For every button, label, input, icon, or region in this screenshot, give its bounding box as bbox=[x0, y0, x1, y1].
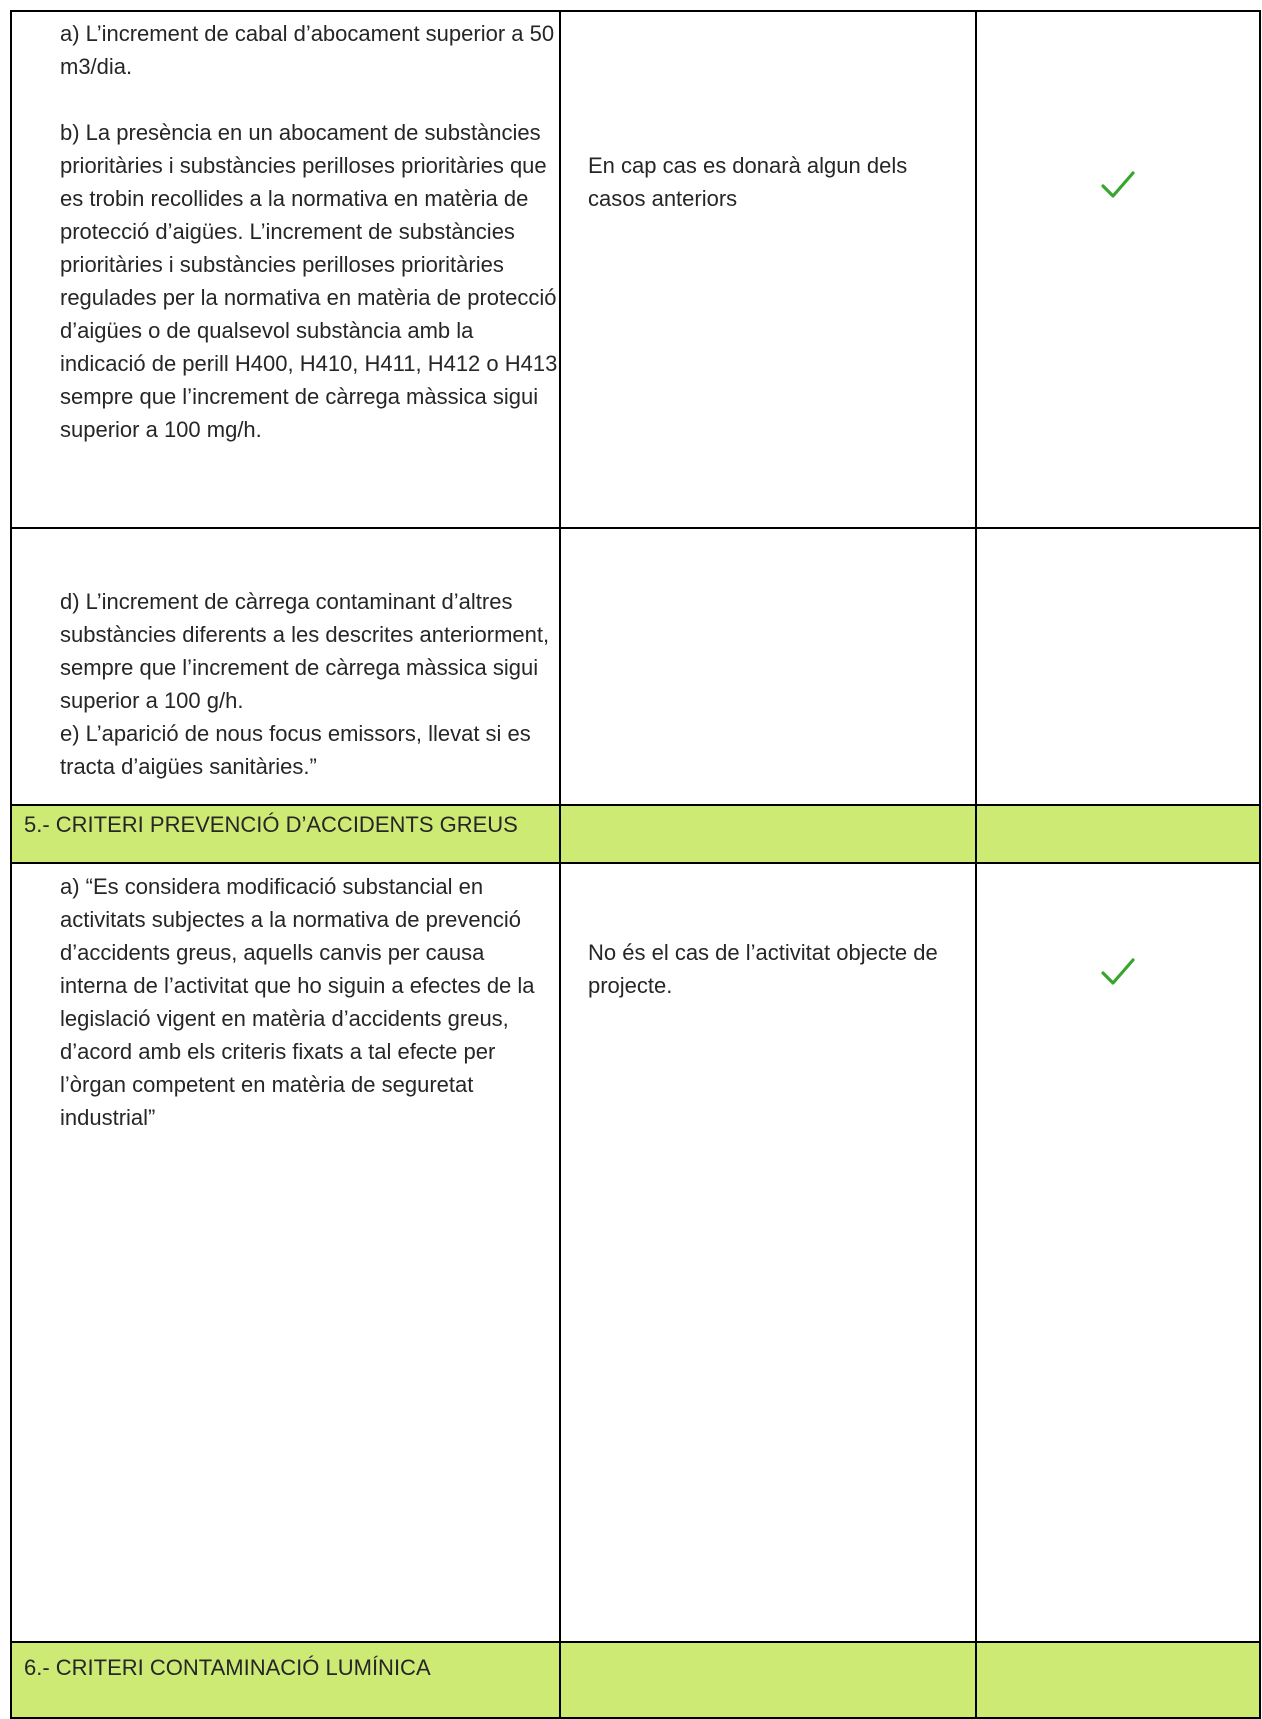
checkmark-icon bbox=[1100, 954, 1136, 990]
table-row bbox=[10, 529, 1261, 806]
assessment-text: No és el cas de l’activitat objecte de projecte. bbox=[588, 940, 938, 998]
assessment-text: En cap cas es donarà algun dels casos anteriors bbox=[588, 153, 908, 211]
section-title: 5.- CRITERI PREVENCIÓ D’ACCIDENTS GREUS bbox=[24, 812, 518, 837]
section-title-cell bbox=[10, 1643, 559, 1719]
section-title: 6.- CRITERI CONTAMINACIÓ LUMÍNICA bbox=[24, 1655, 431, 1680]
criterion-item-a: a) “Es considera modificació substancial en activitats subjectes a la normativa de prevenció d’accidents greus, aquells canvis per causa interna de l’activitat que ho siguin a efectes de la legislació vigent en matèria d’accidents greus, d’acord amb els criteris fixats a tal efecte per l’òrgan competent en matèria de seguretat industrial” bbox=[60, 874, 535, 1130]
criterion-cell bbox=[10, 529, 559, 806]
criterion-item-e: e) L’aparició de nous focus emissors, llevat si es tracta d’aigües sanitàries.” bbox=[60, 721, 531, 779]
section-title-cell bbox=[10, 806, 559, 864]
section-header-row bbox=[10, 1643, 1261, 1719]
assessment-cell bbox=[559, 864, 975, 1643]
section-header-row bbox=[10, 806, 1261, 864]
criterion-cell bbox=[10, 10, 559, 529]
section-empty-cell bbox=[975, 806, 1261, 864]
criterion-item-b: b) La presència en un abocament de substàncies prioritàries i substàncies perilloses prioritàries que es trobin recollides a la normativa en matèria de protecció d’aigües. L’increment de substàncies prioritàries i substàncies perilloses prioritàries regulades per la normativa en matèria de protecció d’aigües o de qualsevol substància amb la indicació de perill H400, H410, H411, H412 o H413 sempre que l’increment de càrrega màssica sigui superior a 100 mg/h. bbox=[60, 120, 558, 442]
table-row bbox=[10, 864, 1261, 1643]
criteria-table bbox=[10, 10, 1261, 1719]
table-row bbox=[10, 10, 1261, 529]
section-empty-cell bbox=[559, 1643, 975, 1719]
assessment-cell bbox=[559, 10, 975, 529]
compliance-cell bbox=[975, 10, 1261, 529]
section-empty-cell bbox=[559, 806, 975, 864]
criterion-item-a: a) L’increment de cabal d’abocament superior a 50 m3/dia. bbox=[60, 21, 555, 79]
assessment-cell bbox=[559, 529, 975, 806]
criterion-cell bbox=[10, 864, 559, 1643]
compliance-cell bbox=[975, 529, 1261, 806]
checkmark-icon bbox=[1100, 167, 1136, 203]
compliance-cell bbox=[975, 864, 1261, 1643]
criterion-item-d: d) L’increment de càrrega contaminant d’altres substàncies diferents a les descrites anteriorment, sempre que l’increment de càrrega màssica sigui superior a 100 g/h. bbox=[60, 589, 550, 713]
section-empty-cell bbox=[975, 1643, 1261, 1719]
